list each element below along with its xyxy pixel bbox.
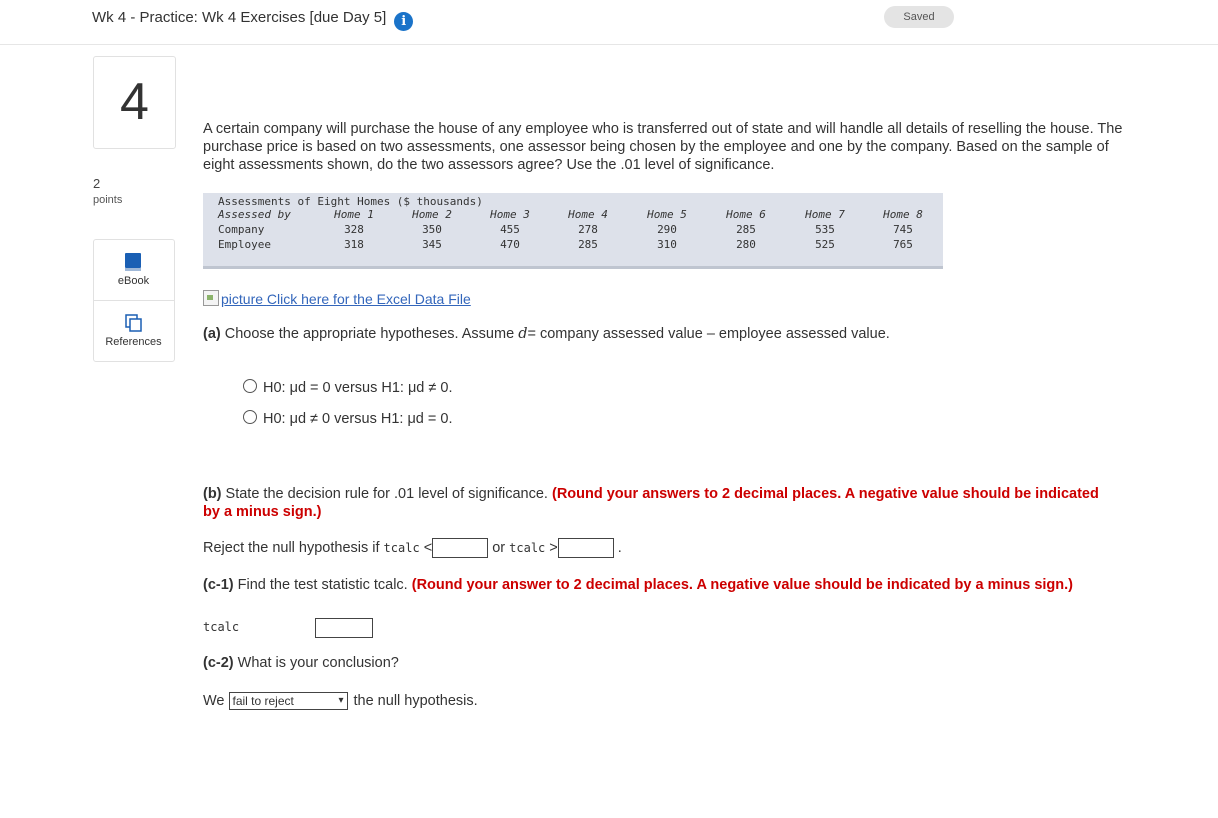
option-text: H0: μd ≠ 0 versus H1: μd = 0. bbox=[263, 411, 453, 427]
table-header-row bbox=[203, 208, 943, 223]
part-a-label: (a) bbox=[203, 326, 221, 342]
part-c1-label: (c-1) bbox=[203, 577, 234, 593]
table-cell: 318 bbox=[344, 238, 364, 251]
ebook-icon[interactable] bbox=[124, 252, 142, 272]
table-cell: 290 bbox=[657, 223, 677, 236]
tcalc-symbol: tcalc bbox=[383, 540, 420, 555]
table-col-header: Home 4 bbox=[568, 208, 608, 221]
table-cell: 470 bbox=[500, 238, 520, 251]
references-link[interactable]: References bbox=[105, 336, 162, 348]
table-cell: 278 bbox=[578, 223, 598, 236]
table-row bbox=[203, 238, 943, 253]
references-icon[interactable] bbox=[125, 314, 143, 332]
part-c2-prompt bbox=[203, 655, 399, 671]
part-c1-text: Find the test statistic tcalc. bbox=[237, 577, 408, 593]
part-a-prompt bbox=[203, 326, 890, 342]
part-b-label: (b) bbox=[203, 486, 222, 502]
or-text: or bbox=[492, 539, 506, 556]
points-label: points bbox=[93, 194, 123, 206]
conclusion-prefix: We bbox=[203, 692, 225, 709]
saved-badge: Saved bbox=[884, 6, 954, 28]
assignment-title-text: Wk 4 - Practice: Wk 4 Exercises [due Day 5] bbox=[92, 9, 387, 26]
table-cell: 745 bbox=[893, 223, 913, 236]
assignment-title bbox=[92, 9, 413, 31]
table-cell: 285 bbox=[736, 223, 756, 236]
table-col-header: Home 3 bbox=[490, 208, 530, 221]
table-cell: 765 bbox=[893, 238, 913, 251]
table-cell: 350 bbox=[422, 223, 442, 236]
tcalc-label: tcalc bbox=[203, 620, 240, 634]
question-number: 4 bbox=[93, 56, 176, 149]
table-cell: 328 bbox=[344, 223, 364, 236]
option-text: H0: μd = 0 versus H1: μd ≠ 0. bbox=[263, 380, 453, 396]
info-icon[interactable]: i bbox=[394, 12, 413, 31]
tcalc-symbol: tcalc bbox=[509, 540, 546, 555]
part-b-text: State the decision rule for .01 level of significance. bbox=[225, 486, 548, 502]
table-cell: 285 bbox=[578, 238, 598, 251]
table-row-label: Employee bbox=[218, 238, 271, 251]
table-col-header: Home 7 bbox=[805, 208, 845, 221]
upper-critical-input[interactable] bbox=[558, 538, 614, 558]
hypothesis-option-2[interactable] bbox=[243, 410, 452, 427]
table-col-header: Home 8 bbox=[883, 208, 923, 221]
table-row-header: Assessed by bbox=[218, 208, 291, 221]
table-col-header: Home 1 bbox=[334, 208, 374, 221]
part-a-text: Choose the appropriate hypotheses. Assume bbox=[224, 326, 515, 342]
conclusion-row bbox=[203, 692, 478, 710]
table-col-header: Home 5 bbox=[647, 208, 687, 221]
reject-prefix: Reject the null hypothesis if bbox=[203, 539, 380, 556]
table-row-label: Company bbox=[218, 223, 265, 236]
ebook-link[interactable]: eBook bbox=[117, 275, 150, 287]
points-value: 2 bbox=[93, 176, 101, 191]
d-symbol: d bbox=[518, 326, 528, 342]
table-col-header: Home 6 bbox=[726, 208, 766, 221]
problem-statement: A certain company will purchase the house of any employee who is transferred out of state and will handle all details of reselling the house. The purchase price is based on two assessments, one assessor being chosen by the employee and one by the company. Based on the sample of eight assessments shown, do the two assessors agree? Use the .01 level of significance. bbox=[203, 121, 1123, 173]
radio-button[interactable] bbox=[243, 410, 257, 424]
table-cell: 310 bbox=[657, 238, 677, 251]
assessments-table bbox=[203, 193, 943, 269]
table-cell: 345 bbox=[422, 238, 442, 251]
table-caption: Assessments of Eight Homes ($ thousands) bbox=[218, 195, 483, 208]
conclusion-selected-value: fail to reject bbox=[232, 694, 294, 708]
part-b-instruction: (Round your answers to 2 decimal places. A negative value should be indicated by a minus sign.) bbox=[203, 486, 1099, 520]
excel-link-alt: picture bbox=[221, 291, 264, 307]
top-bar bbox=[0, 0, 1218, 45]
excel-data-link[interactable] bbox=[203, 290, 471, 307]
greater-than-sign: > bbox=[549, 539, 558, 556]
table-cell: 525 bbox=[815, 238, 835, 251]
excel-link-text[interactable]: Click here for the Excel Data File bbox=[266, 291, 471, 307]
part-c2-text: What is your conclusion? bbox=[237, 655, 399, 671]
hypothesis-option-1[interactable] bbox=[243, 379, 452, 396]
table-cell: 280 bbox=[736, 238, 756, 251]
chevron-down-icon: ▾ bbox=[338, 695, 344, 706]
table-row bbox=[203, 223, 943, 238]
part-b-prompt bbox=[203, 485, 1103, 521]
table-col-header: Home 2 bbox=[412, 208, 452, 221]
conclusion-suffix: the null hypothesis. bbox=[353, 692, 478, 709]
lower-critical-input[interactable] bbox=[432, 538, 488, 558]
part-c2-label: (c-2) bbox=[203, 655, 234, 671]
less-than-sign: < bbox=[423, 539, 433, 556]
part-c1-instruction: (Round your answer to 2 decimal places. A negative value should be indicated by a minus sign.) bbox=[411, 577, 1073, 593]
conclusion-select[interactable] bbox=[229, 692, 348, 710]
part-c1-prompt bbox=[203, 577, 1073, 593]
table-cell: 535 bbox=[815, 223, 835, 236]
part-a-text-suffix: = company assessed value – employee assessed value. bbox=[527, 326, 890, 342]
test-statistic-input[interactable] bbox=[315, 618, 373, 638]
radio-button[interactable] bbox=[243, 379, 257, 393]
table-cell: 455 bbox=[500, 223, 520, 236]
picture-icon bbox=[203, 290, 219, 306]
resources-divider bbox=[94, 300, 174, 301]
decision-rule: Reject the null hypothesis if tcalc < or tcalc > . bbox=[203, 538, 622, 558]
